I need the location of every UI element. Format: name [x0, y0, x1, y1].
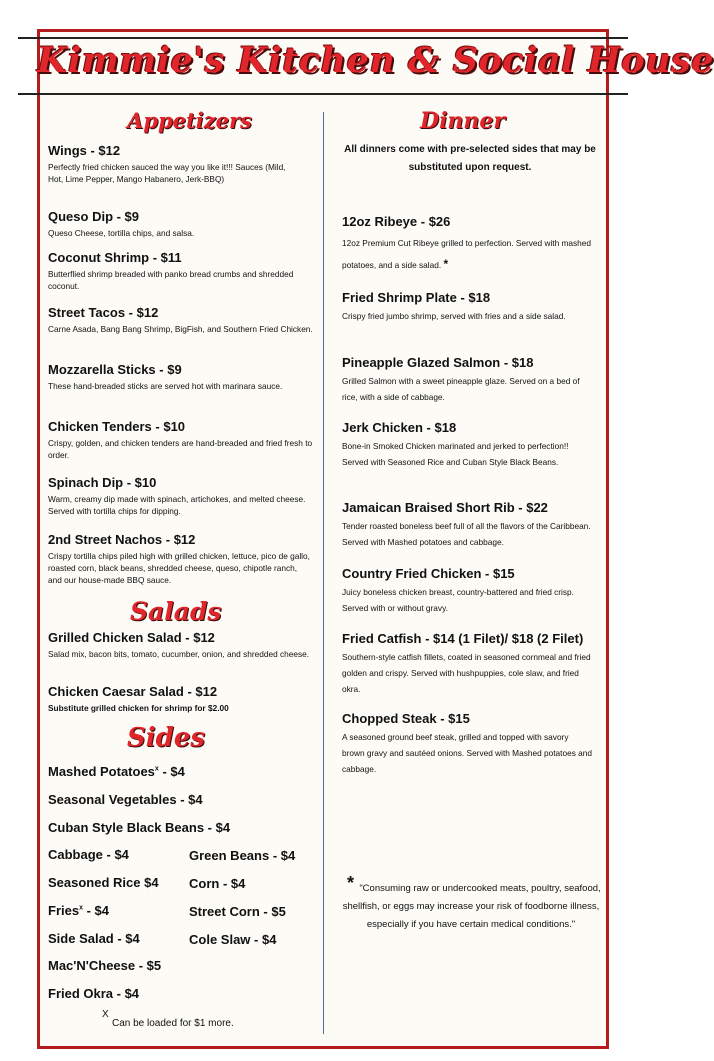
item-title: Jamaican Braised Short Rib - $22 [342, 500, 548, 515]
appetizer-item-tenders [48, 419, 313, 461]
side-item-corn: Corn - $4 [189, 876, 246, 891]
dinner-note: All dinners come with pre-selected sides that may be substituted upon request. [344, 144, 596, 173]
dinner-item-jerk-chicken [342, 420, 592, 470]
side-item-fries [48, 903, 109, 918]
item-description: Carne Asada, Bang Bang Shrimp, BigFish, and Southern Fried Chicken. [48, 324, 313, 334]
side-name: Fries [48, 903, 80, 918]
appetizer-item-queso [48, 209, 313, 239]
column-divider [323, 112, 324, 1034]
appetizer-item-coconut-shrimp [48, 250, 313, 292]
item-title: Grilled Chicken Salad - $12 [48, 630, 215, 645]
side-price: - $4 [158, 764, 185, 779]
item-title: Chopped Steak - $15 [342, 711, 470, 726]
item-title: Fried Catfish - $14 (1 Filet)/ $18 (2 Filet) [342, 631, 584, 646]
dinner-item-country-fried-chicken [342, 566, 592, 616]
item-description: Butterflied shrimp breaded with panko bread crumbs and shredded coconut. [48, 269, 294, 291]
appetizer-item-street-tacos [48, 305, 313, 335]
item-description: Perfectly fried chicken sauced the way you like it!!! Sauces (Mild, Hot, Lime Pepper, Mango Habanero, Jerk-BBQ) [48, 162, 286, 184]
item-title: Spinach Dip - $10 [48, 475, 157, 490]
sides-heading: Sides [127, 723, 206, 753]
item-title: Street Tacos - $12 [48, 305, 159, 320]
item-title: Coconut Shrimp - $11 [48, 250, 182, 265]
item-title: Pineapple Glazed Salmon - $18 [342, 355, 534, 370]
appetizers-heading: Appetizers [127, 108, 252, 133]
appetizer-item-spinach-dip [48, 475, 313, 517]
side-item-street-corn: Street Corn - $5 [189, 904, 286, 919]
side-item-fried-okra: Fried Okra - $4 [48, 986, 140, 1001]
item-description: Crispy fried jumbo shrimp, served with fries and a side salad. [342, 311, 566, 321]
item-description: Crispy tortilla chips piled high with grilled chicken, lettuce, pico de gallo, roasted corn, black beans, shredded cheese, queso, chipotle ranch, and our house-made BBQ sauce. [48, 551, 310, 585]
item-title: 12oz Ribeye - $26 [342, 214, 451, 229]
item-title: 2nd Street Nachos - $12 [48, 532, 196, 547]
side-item-mac-n-cheese: Mac'N'Cheese - $5 [48, 958, 162, 973]
dinner-item-short-rib [342, 500, 592, 550]
side-item-green-beans: Green Beans - $4 [189, 848, 296, 863]
side-item-cole-slaw: Cole Slaw - $4 [189, 932, 277, 947]
side-item-seasoned-rice: Seasoned Rice $4 [48, 875, 159, 890]
salads-heading: Salads [130, 597, 222, 626]
item-title: Mozzarella Sticks - $9 [48, 362, 182, 377]
item-description: Tender roasted boneless beef full of all the flavors of the Caribbean. Served with Mashed potatoes and cabbage. [342, 521, 591, 547]
item-description: Crispy, golden, and chicken tenders are hand-breaded and fried fresh to order. [48, 438, 313, 460]
dinner-heading: Dinner [420, 108, 506, 134]
side-price: - $4 [82, 903, 109, 918]
item-description: Southern-style catfish fillets, coated in seasoned cornmeal and fried golden and crispy. Served with hushpuppies, cole slaw, and fried okra. [342, 652, 591, 694]
side-item-cuban-beans: Cuban Style Black Beans - $4 [48, 820, 231, 835]
item-description: Warm, creamy dip made with spinach, artichokes, and melted cheese. Served with tortilla chips for dipping. [48, 494, 306, 516]
appetizer-item-wings [48, 143, 313, 185]
side-item-side-salad: Side Salad - $4 [48, 931, 140, 946]
item-title: Chicken Caesar Salad - $12 [48, 684, 218, 699]
salad-item-caesar [48, 684, 313, 714]
item-description: Grilled Salmon with a sweet pineapple glaze. Served on a bed of rice, with a side of cabbage. [342, 376, 580, 402]
asterisk-marker: * [443, 257, 449, 271]
dinner-item-catfish [342, 631, 592, 697]
item-title: Country Fried Chicken - $15 [342, 566, 515, 581]
item-description: A seasoned ground beef steak, grilled and topped with savory brown gravy and sautéed onions. Served with Mashed potatoes and cabbage. [342, 732, 592, 774]
dinner-item-salmon [342, 355, 592, 405]
dinner-item-fried-shrimp [342, 290, 592, 324]
item-description: Substitute grilled chicken for shrimp for $2.00 [48, 703, 229, 713]
item-description: Salad mix, bacon bits, tomato, cucumber, onion, and shredded cheese. [48, 649, 310, 659]
appetizer-item-nachos [48, 532, 313, 586]
item-title: Queso Dip - $9 [48, 209, 140, 224]
side-item-mashed-potatoes [48, 764, 185, 779]
item-description: These hand-breaded sticks are served hot with marinara sauce. [48, 381, 283, 391]
restaurant-title: Kimmie's Kitchen & Social House [37, 40, 714, 81]
title-rule-top [18, 37, 628, 39]
item-description: Bone-in Smoked Chicken marinated and jerked to perfection!! Served with Seasoned Rice and Cuban Style Black Beans. [342, 441, 569, 467]
item-title: Chicken Tenders - $10 [48, 419, 186, 434]
item-title: Fried Shrimp Plate - $18 [342, 290, 491, 305]
item-title: Wings - $12 [48, 143, 121, 158]
loaded-note: Can be loaded for $1 more. [112, 1018, 234, 1029]
dinner-item-ribeye [342, 214, 592, 276]
title-rule-bottom [18, 93, 628, 95]
footnote-asterisk: * [347, 873, 355, 893]
loaded-marker: x [79, 904, 83, 912]
item-title: Jerk Chicken - $18 [342, 420, 457, 435]
item-description-text: 12oz Premium Cut Ribeye grilled to perfection. Served with mashed potatoes, and a side salad. [342, 238, 592, 270]
dinner-item-chopped-steak [342, 711, 592, 777]
raw-food-warning: "Consuming raw or undercooked meats, poultry, seafood, shellfish, or eggs may increase your risk of foodborne illness, especially if you have certain medical conditions." [342, 883, 601, 930]
item-description [342, 233, 592, 276]
side-name: Mashed Potatoes [48, 764, 155, 779]
loaded-marker: x [154, 765, 159, 773]
salad-item-grilled-chicken [48, 630, 313, 660]
loaded-marker: X [102, 1009, 109, 1020]
side-item-seasonal-vegetables: Seasonal Vegetables - $4 [48, 792, 203, 807]
item-description: Juicy boneless chicken breast, country-battered and fried crisp. Served with or without gravy. [342, 587, 574, 613]
appetizer-item-mozzarella [48, 362, 313, 392]
side-item-cabbage: Cabbage - $4 [48, 847, 129, 862]
item-description: Queso Cheese, tortilla chips, and salsa. [48, 228, 195, 238]
